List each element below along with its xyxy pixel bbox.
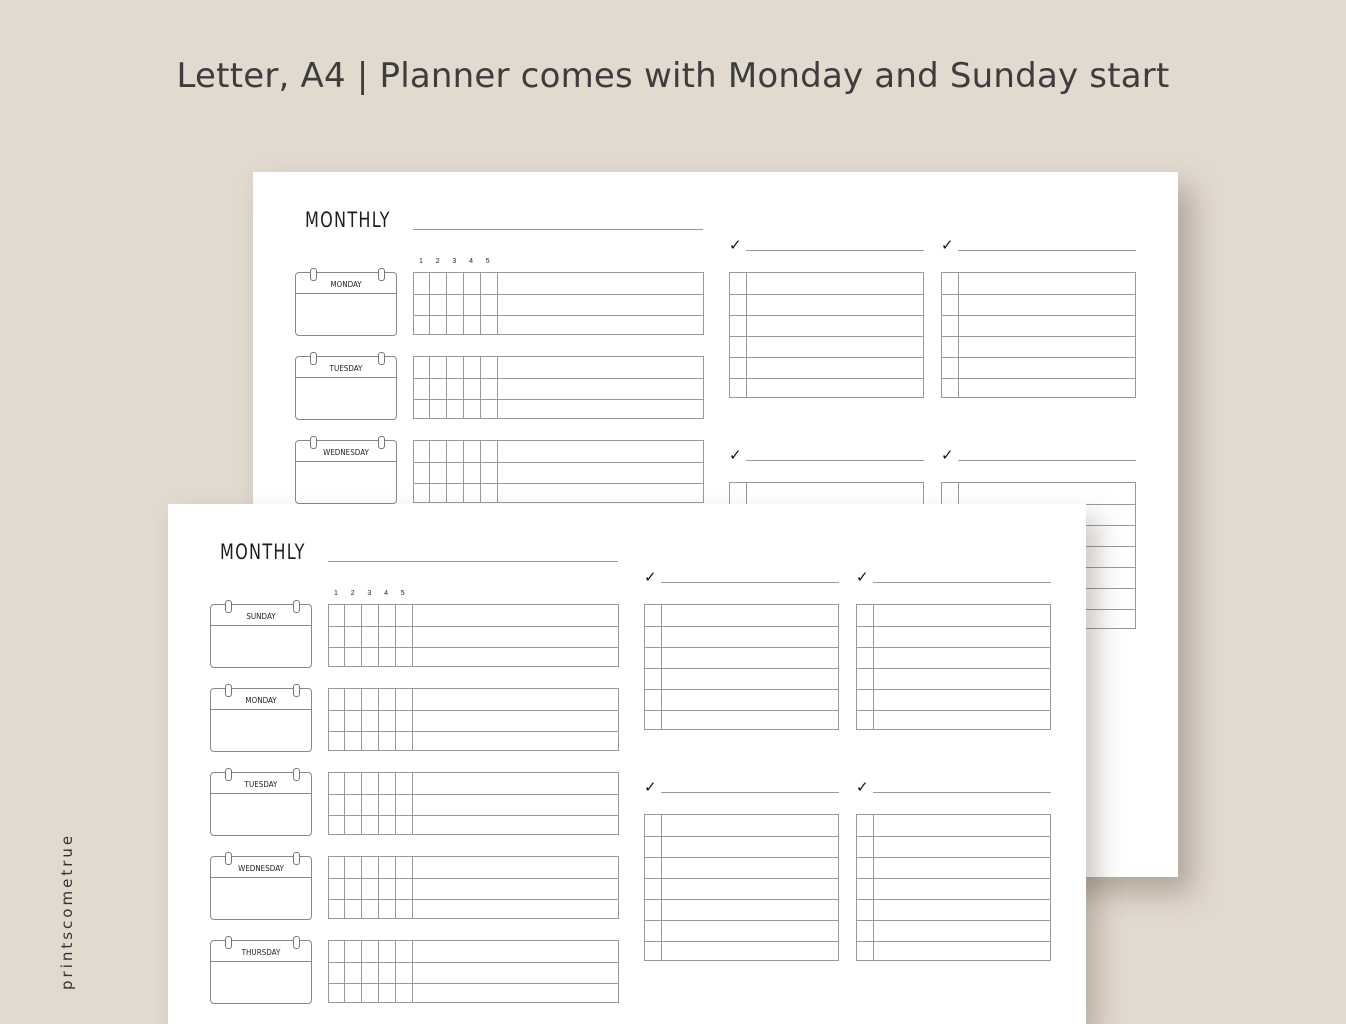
column-line [661,605,662,729]
column-line [429,441,430,502]
column-line [344,605,345,666]
day-label: MONDAY [245,696,277,705]
column-line [395,941,396,1002]
lined-box [328,688,619,751]
monthly-title: MONTHLY [305,208,391,232]
column-line [412,941,413,1002]
column-line [361,857,362,918]
row-line [857,857,1050,858]
headline: Letter, A4 | Planner comes with Monday and Sunday start [176,56,1170,96]
row-line [645,899,838,900]
day-label: WEDNESDAY [323,448,369,457]
planner-sheet-sunday-start [168,504,1086,1024]
column-line [378,773,379,834]
column-line [361,773,362,834]
row-line [414,294,703,295]
column-line [873,605,874,729]
column-line [661,815,662,960]
column-line [958,273,959,397]
row-line [857,626,1050,627]
checklist-title-line [958,250,1136,251]
column-line [378,605,379,666]
row-line [414,315,703,316]
column-line [395,857,396,918]
column-line [361,605,362,666]
habit-number: 4 [384,590,388,597]
column-line [463,357,464,418]
row-line [645,626,838,627]
check-mark: ✓ [729,237,742,254]
check-mark: ✓ [941,447,954,464]
row-line [857,668,1050,669]
day-label: THURSDAY [241,948,281,957]
column-line [378,857,379,918]
column-line [873,815,874,960]
day-calendar-card [210,688,312,752]
habit-number: 2 [350,590,355,597]
row-line [942,357,1135,358]
checklist-title-line [958,460,1136,461]
day-calendar-card [210,772,312,836]
column-line [446,441,447,502]
row-line [857,920,1050,921]
row-line [329,983,618,984]
habit-number: 3 [452,258,457,265]
checklist-title-line [873,792,1051,793]
habit-number: 2 [435,258,440,265]
row-line [730,336,923,337]
row-line [414,399,703,400]
column-line [497,357,498,418]
calendar-divider [296,293,396,294]
habit-number: 3 [367,590,372,597]
row-line [730,315,923,316]
calendar-divider [211,625,311,626]
calendar-divider [211,709,311,710]
row-line [645,836,838,837]
day-calendar-card [210,856,312,920]
day-label: WEDNESDAY [238,864,284,873]
column-line [480,441,481,502]
day-calendar-card [210,940,312,1004]
column-line [446,357,447,418]
lined-box [413,356,704,419]
habit-number: 1 [419,258,423,265]
row-line [414,483,703,484]
row-line [414,462,703,463]
row-line [942,315,1135,316]
lined-box [413,440,704,503]
checklist-title-line [746,460,924,461]
day-label: MONDAY [330,280,362,289]
column-line [480,357,481,418]
lined-box [644,814,839,961]
row-line [857,836,1050,837]
column-line [395,605,396,666]
column-line [412,773,413,834]
column-line [412,689,413,750]
habit-number: 5 [400,590,405,597]
month-name-line [328,561,618,562]
day-label: TUESDAY [329,364,363,373]
lined-box [328,856,619,919]
row-line [730,378,923,379]
day-calendar-card [210,604,312,668]
row-line [645,857,838,858]
day-calendar-card [295,272,397,336]
row-line [857,647,1050,648]
column-line [395,689,396,750]
check-mark: ✓ [856,569,869,586]
row-line [645,920,838,921]
calendar-divider [211,961,311,962]
row-line [414,378,703,379]
lined-box [856,814,1051,961]
row-line [857,878,1050,879]
row-line [329,794,618,795]
checklist-title-line [746,250,924,251]
column-line [378,941,379,1002]
monthly-title: MONTHLY [220,540,306,564]
column-line [361,689,362,750]
habit-number: 4 [469,258,473,265]
row-line [329,731,618,732]
column-line [480,273,481,334]
column-line [412,605,413,666]
lined-box [644,604,839,730]
row-line [329,899,618,900]
row-line [730,357,923,358]
column-line [497,273,498,334]
row-line [645,647,838,648]
row-line [645,941,838,942]
calendar-divider [211,793,311,794]
column-line [344,857,345,918]
row-line [645,878,838,879]
calendar-divider [296,461,396,462]
lined-box [729,272,924,398]
column-line [463,273,464,334]
check-mark: ✓ [729,447,742,464]
month-name-line [413,229,703,230]
row-line [730,294,923,295]
calendar-divider [211,877,311,878]
row-line [857,710,1050,711]
column-line [361,941,362,1002]
lined-box [328,604,619,667]
checklist-title-line [873,582,1051,583]
check-mark: ✓ [644,569,657,586]
check-mark: ✓ [856,779,869,796]
row-line [857,899,1050,900]
column-line [395,773,396,834]
column-line [497,441,498,502]
day-label: SUNDAY [246,612,276,621]
row-line [857,689,1050,690]
day-label: TUESDAY [244,780,278,789]
lined-box [413,272,704,335]
check-mark: ✓ [941,237,954,254]
row-line [942,294,1135,295]
row-line [329,878,618,879]
row-line [645,689,838,690]
column-line [429,273,430,334]
row-line [645,668,838,669]
row-line [942,336,1135,337]
checklist-title-line [661,792,839,793]
column-line [446,273,447,334]
column-line [746,273,747,397]
row-line [329,815,618,816]
habit-number: 5 [485,258,490,265]
habit-number: 1 [334,590,338,597]
day-calendar-card [295,440,397,504]
lined-box [941,272,1136,398]
column-line [463,441,464,502]
checklist-title-line [661,582,839,583]
row-line [329,962,618,963]
row-line [857,941,1050,942]
lined-box [856,604,1051,730]
brand-watermark: printscometrue [58,832,76,990]
row-line [645,710,838,711]
lined-box [328,940,619,1003]
column-line [412,857,413,918]
row-line [329,710,618,711]
column-line [344,941,345,1002]
day-calendar-card [295,356,397,420]
column-line [344,689,345,750]
calendar-divider [296,377,396,378]
row-line [329,626,618,627]
check-mark: ✓ [644,779,657,796]
row-line [942,378,1135,379]
column-line [429,357,430,418]
row-line [329,647,618,648]
lined-box [328,772,619,835]
column-line [344,773,345,834]
column-line [378,689,379,750]
